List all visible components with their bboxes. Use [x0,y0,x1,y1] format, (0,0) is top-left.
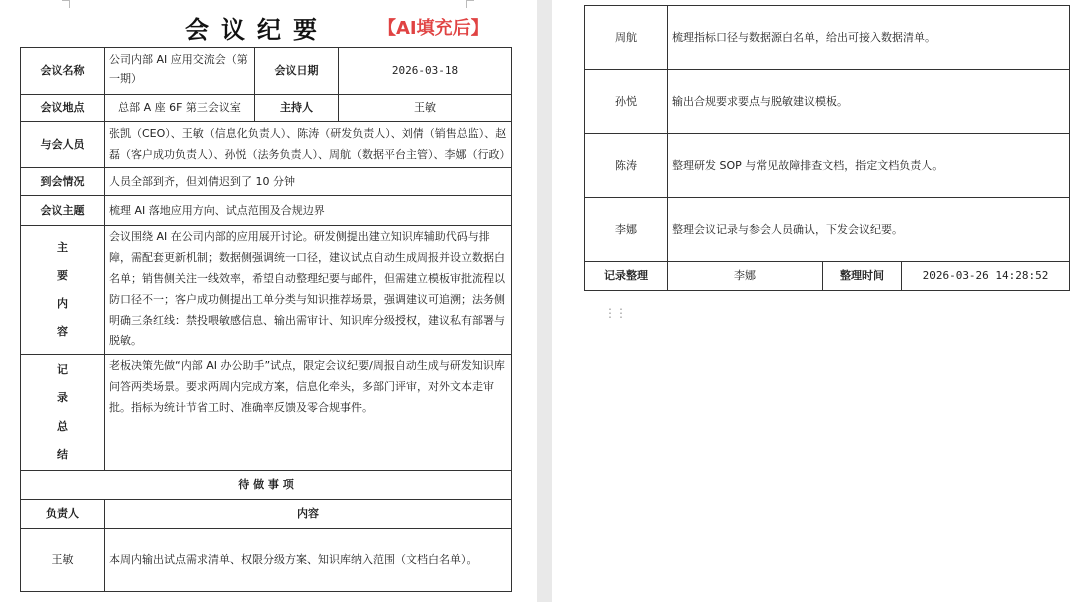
summary-label [21,355,105,471]
todo-owner[interactable]: 李娜 [585,198,668,262]
table-row [21,355,512,471]
record-time-field[interactable]: 2026-03-26 14:28:52 [902,262,1070,291]
host-label: 主持人 [255,95,339,122]
todo-owner[interactable]: 王敏 [21,529,105,592]
label-char: 容 [57,325,68,339]
document-title: 会议纪要 [185,16,329,44]
attendance-field[interactable]: 人员全部到齐，但刘倩迟到了 10 分钟 [105,168,512,196]
todo-content[interactable]: 本周内输出试点需求清单、权限分级方案、知识库纳入范围（文档白名单）。 [105,529,512,592]
ai-filled-tag: 【AI填充后】 [378,18,489,39]
table-row [21,168,512,196]
topic-field[interactable]: 梳理 AI 落地应用方向、试点范围及合规边界 [105,196,512,226]
todo-row [585,6,1070,70]
todo-content[interactable]: 整理会议记录与参会人员确认，下发会议纪要。 [668,198,1070,262]
todo-row [585,134,1070,198]
label-char: 记 [57,363,68,377]
todo-content[interactable]: 梳理指标口径与数据源白名单，给出可接入数据清单。 [668,6,1070,70]
host-field[interactable]: 王敏 [339,95,512,122]
todo-content[interactable]: 整理研发 SOP 与常见故障排查文档，指定文档负责人。 [668,134,1070,198]
label-char: 要 [57,268,68,282]
label-char: 主 [57,240,68,254]
todo-owner[interactable]: 陈涛 [585,134,668,198]
main-content-field[interactable]: 会议围绕 AI 在公司内部的应用展开讨论。研发侧提出建立知识库辅助代码与排障，需配套更新机制；数据侧强调统一口径，建议试点自动生成周报并设立数据白名单；销售侧关注一线效率，希望自动整理纪要与邮件，但需建立模板审批流程以防口径不一；客户成功侧提出工单分类与知识推荐场景，强调建议可追溯；法务侧明确三条红线：禁投喂敏感信息、输出需审计、知识库分级授权，建议私有部署与脱敏。 [105,226,512,355]
drag-handle-icon[interactable]: ⋮⋮ [604,306,626,320]
table-row [21,122,512,168]
topic-label: 会议主题 [21,196,105,226]
todo-owner[interactable]: 周航 [585,6,668,70]
meeting-name-field[interactable]: 公司内部 AI 应用交流会（第一期） [105,48,255,95]
page-corner-mark [62,0,70,8]
table-row [21,48,512,95]
label-char: 结 [57,447,68,461]
meeting-date-label: 会议日期 [255,48,339,95]
table-row [21,471,512,500]
attendees-label: 与会人员 [21,122,105,168]
todo-row [585,70,1070,134]
meeting-date-field[interactable]: 2026-03-18 [339,48,512,95]
location-field[interactable]: 总部 A 座 6F 第三会议室 [105,95,255,122]
table-row [21,500,512,529]
attendance-label: 到会情况 [21,168,105,196]
table-row [21,196,512,226]
main-content-label [21,226,105,355]
todo-content[interactable]: 输出合规要求要点与脱敏建议模板。 [668,70,1070,134]
table-row [21,95,512,122]
todo-row [21,529,512,592]
meeting-minutes-table [20,47,512,592]
attendees-field[interactable]: 张凯（CEO）、王敏（信息化负责人）、陈涛（研发负责人）、刘倩（销售总监）、赵磊（客户成功负责人）、孙悦（法务负责人）、周航（数据平台主管）、李娜（行政） [105,122,512,168]
todo-owner[interactable]: 孙悦 [585,70,668,134]
label-char: 内 [57,297,68,310]
content-column-header: 内容 [105,500,512,529]
recorder-label: 记录整理 [585,262,668,291]
page-corner-mark [466,0,474,8]
summary-field[interactable]: 老板决策先做“内部 AI 办公助手”试点，限定会议纪要/周报自动生成与研发知识库问答两类场景。要求两周内完成方案，信息化牵头，多部门评审，对外文本走审批。指标为统计节省工时、准确率反馈及零合规事件。 [105,355,512,471]
location-label: 会议地点 [21,95,105,122]
todo-header: 待 做 事 项 [21,471,512,500]
meeting-name-label: 会议名称 [21,48,105,95]
label-char: 总 [57,419,68,433]
todo-continuation-table [584,5,1070,291]
footer-row [585,262,1070,291]
record-time-label: 整理时间 [823,262,902,291]
owner-column-header: 负责人 [21,500,105,529]
label-char: 录 [57,391,68,405]
todo-row [585,198,1070,262]
recorder-field[interactable]: 李娜 [668,262,823,291]
table-row [21,226,512,355]
